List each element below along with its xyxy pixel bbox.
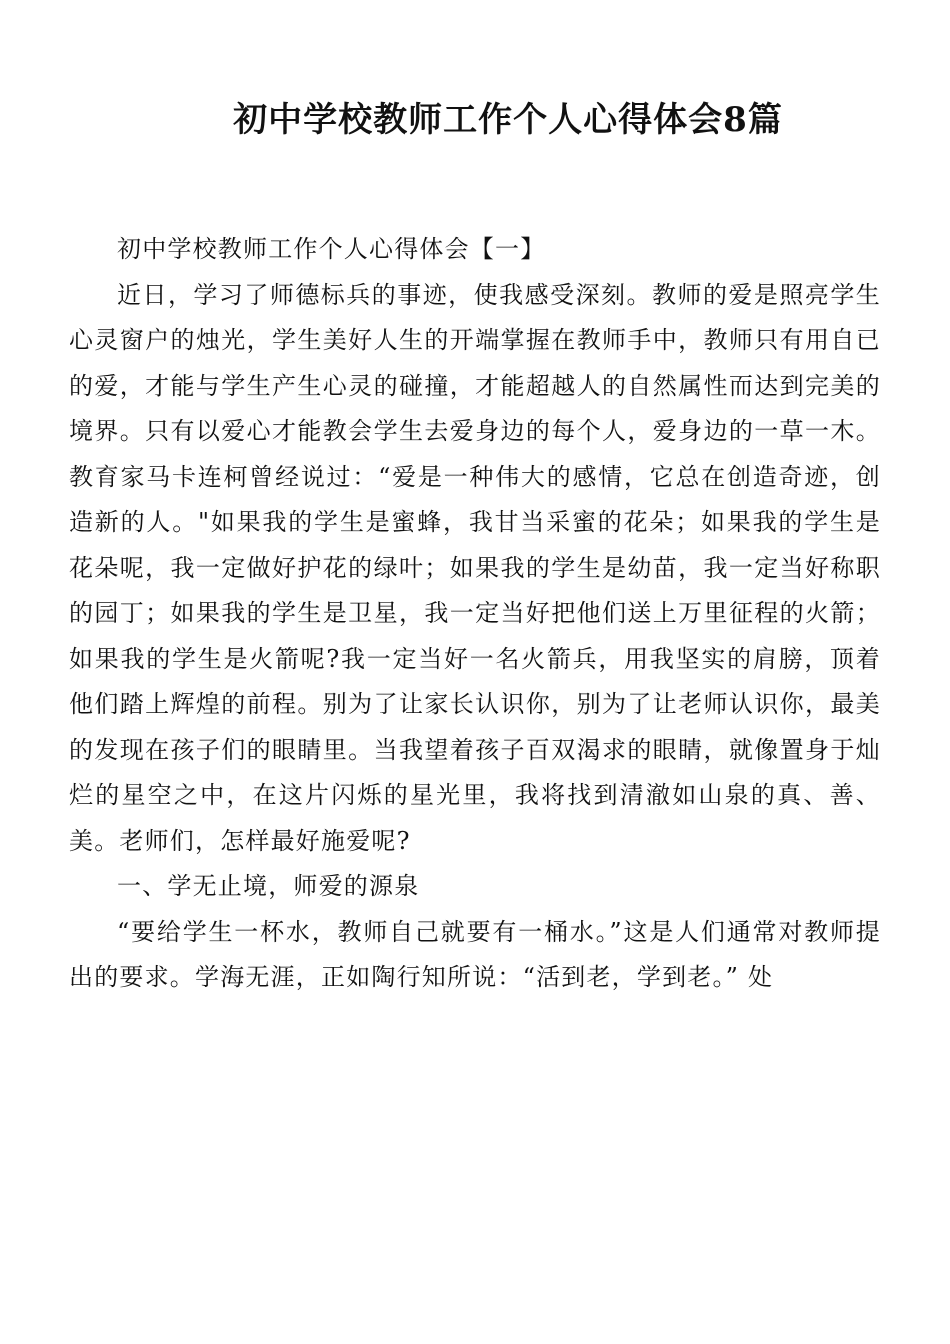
body-paragraph: 近日，学习了师德标兵的事迹，使我感受深刻。教师的爱是照亮学生心灵窗户的烛光，学生美好人生的开端掌握在教师手中，教师只有用自已的爱，才能与学生产生心灵的碰撞，才能超越人的自然属性而达到完美的境界。只有以爱心才能教会学生去爱身边的每个人，爱身边的一草一木。教育家马卡连柯曾经说过：“爱是一种伟大的感情，它总在创造奇迹，创造新的人。"如果我的学生是蜜蜂，我甘当采蜜的花朵；如果我的学生是花朵呢，我一定做好护花的绿叶；如果我的学生是幼苗，我一定当好称职的园丁；如果我的学生是卫星，我一定当好把他们送上万里征程的火箭；如果我的学生是火箭呢?我一定当好一名火箭兵，用我坚实的肩膀，顶着他们踏上辉煌的前程。别为了让家长认识你，别为了让老师认识你，最美的发现在孩子们的眼睛里。当我望着孩子百双渴求的眼睛，就像置身于灿烂的星空之中，在这片闪烁的星光里，我将找到清澈如山泉的真、善、美。老师们，怎样最好施爱呢? <box>69 280 881 855</box>
document-title: 初中学校教师工作个人心得体会8篇 <box>233 100 783 140</box>
section-heading: 初中学校教师工作个人心得体会【一】 <box>117 235 546 263</box>
body-paragraph: “要给学生一杯水，教师自己就要有一桶水。”这是人们通常对教师提出的要求。学海无涯，正如陶行知所说：“活到老，学到老。” 处 <box>69 917 881 991</box>
subheading: 一、学无止境，师爱的源泉 <box>117 872 420 900</box>
document-body <box>69 227 881 1001</box>
